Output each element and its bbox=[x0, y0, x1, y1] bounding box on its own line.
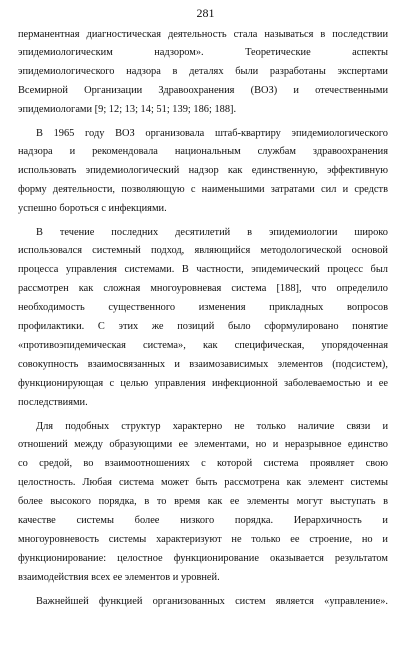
text-line: Всемирной Организации Здравоохранения (ВОЗ) и отечественными bbox=[18, 85, 388, 96]
text-line: отношений между образующими ее элементами, но и неразрывное единство bbox=[18, 439, 388, 450]
text-line: со средой, во взаимоотношениях с которой система проявляет свою bbox=[18, 458, 388, 469]
text-line: «противоэпидемическая система», как специфическая, упорядоченная bbox=[18, 340, 388, 351]
text-line: совокупность взаимосвязанных и взаимозависимых элементов (подсистем), bbox=[18, 359, 388, 370]
text-line: последствиями. bbox=[18, 397, 88, 408]
text-line: процесса управления системами. В частности, эпидемический процесс был bbox=[18, 264, 388, 275]
text-line: взаимодействия всех ее элементов и уровней. bbox=[18, 572, 220, 583]
text-line: Для подобных структур характерно не только наличие связи и bbox=[36, 421, 388, 432]
text-line: эпидемиологами [9; 12; 13; 14; 51; 139; 186; 188]. bbox=[18, 104, 237, 115]
text-line: функционирующая с целью управления инфекционной заболеваемостью и ее bbox=[18, 378, 388, 389]
text-line: более высокого порядка, в то время как ее элементы могут выступать в bbox=[18, 496, 388, 507]
text-line: необходимость существенного изменения прикладных вопросов bbox=[18, 302, 388, 313]
text-line: целостность. Любая система может быть рассмотрена как элемент системы bbox=[18, 477, 388, 488]
text-line: функционирование: целостное функционирование оказывается результатом bbox=[18, 553, 388, 564]
text-line: эпидемиологическим надзором». Теоретические аспекты bbox=[18, 47, 388, 58]
text-line: успешно бороться с инфекциями. bbox=[18, 203, 167, 214]
text-line: эпидемиологического надзора в деталях были разработаны экспертами bbox=[18, 66, 388, 77]
text-line: использовался системный подход, являющийся методологической основой bbox=[18, 245, 388, 256]
text-line: форму деятельности, позволяющую с наименьшими затратами сил и средств bbox=[18, 184, 388, 195]
text-line: использовать эпидемиологический надзор как единственную, эффективную bbox=[18, 165, 388, 176]
text-line: многоуровневость системы характеризуют не только ее строение, но и bbox=[18, 534, 388, 545]
text-line: В 1965 году ВОЗ организовала штаб-квартиру эпидемиологического bbox=[36, 128, 388, 139]
text-line: качестве системы более низкого порядка. Иерархичность и bbox=[18, 515, 388, 526]
text-line: В течение последних десятилетий в эпидемиологии широко bbox=[36, 227, 388, 238]
page-number: 281 bbox=[196, 6, 215, 20]
text-line: Важнейшей функцией организованных систем является «управление». bbox=[36, 596, 388, 607]
text-line: рассмотрен как сложная многоуровневая система [188], что определило bbox=[18, 283, 388, 294]
text-line: перманентная диагностическая деятельность стала называться в последствии bbox=[18, 29, 388, 40]
text-line: профилактики. С этих же позиций было сформулировано понятие bbox=[18, 321, 388, 332]
text-line: надзора и рекомендовала национальным службам здравоохранения bbox=[18, 146, 388, 157]
